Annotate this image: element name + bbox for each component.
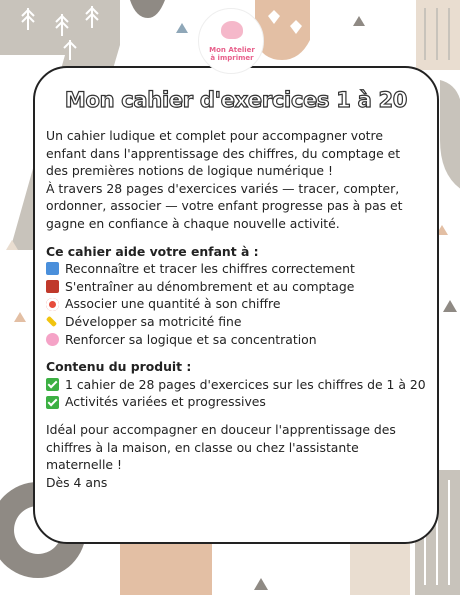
closing-line: Idéal pour accompagner en douceur l'apprentissage des	[46, 421, 396, 437]
benefit-item: Reconnaître et tracer les chiffres correctement	[46, 260, 432, 278]
intro-line: Un cahier ludique et complet pour accompagner votre	[46, 128, 383, 143]
benefit-item: Développer sa motricité fine	[46, 313, 432, 331]
digit-six-right-shape	[440, 80, 460, 190]
logo-text-line2: à imprimer	[210, 54, 254, 62]
page-title: Mon cahier d'exercices 1 à 20	[64, 88, 408, 112]
intro-line: À travers 28 pages d'exercices variés — tracer, compter,	[46, 180, 400, 196]
target-icon	[46, 298, 59, 311]
check-icon	[46, 378, 59, 391]
abacus-icon	[46, 280, 59, 293]
closing-line: maternelle !	[46, 457, 122, 473]
benefit-item: S'entraîner au dénombrement et au comptage	[46, 278, 432, 296]
brain-icon	[46, 333, 59, 346]
contents-heading: Contenu du produit :	[46, 359, 192, 375]
benefits-heading: Ce cahier aide votre enfant à :	[46, 243, 259, 259]
check-icon	[46, 396, 59, 409]
logo-text-line1: Mon Atelier	[209, 46, 255, 54]
intro-line: gagne en confiance à chaque nouvelle activité.	[46, 215, 340, 231]
mascot-icon	[221, 21, 243, 39]
intro-line: ordonner, associer — votre enfant progresse pas à pas et	[46, 198, 403, 214]
benefit-item: Renforcer sa logique et sa concentration	[46, 331, 432, 349]
description-text	[46, 127, 432, 491]
content-item: 1 cahier de 28 pages d'exercices sur les chiffres de 1 à 20	[46, 376, 432, 394]
brand-logo	[198, 8, 264, 74]
intro-line: enfant dans l'apprentissage des chiffres, du comptage et	[46, 145, 401, 161]
age-line: Dès 4 ans	[46, 474, 108, 490]
triangle-deco	[176, 23, 188, 33]
content-item: Activités variées et progressives	[46, 393, 432, 411]
digit-six-shape	[130, 0, 165, 18]
pencil-icon	[46, 316, 57, 327]
numbers-icon	[46, 262, 59, 275]
closing-line: chiffres à la maison, en classe ou chez l'assistante	[46, 439, 359, 455]
intro-line: des premières notions de logique numérique !	[46, 163, 333, 179]
benefit-item: Associer une quantité à son chiffre	[46, 295, 432, 313]
